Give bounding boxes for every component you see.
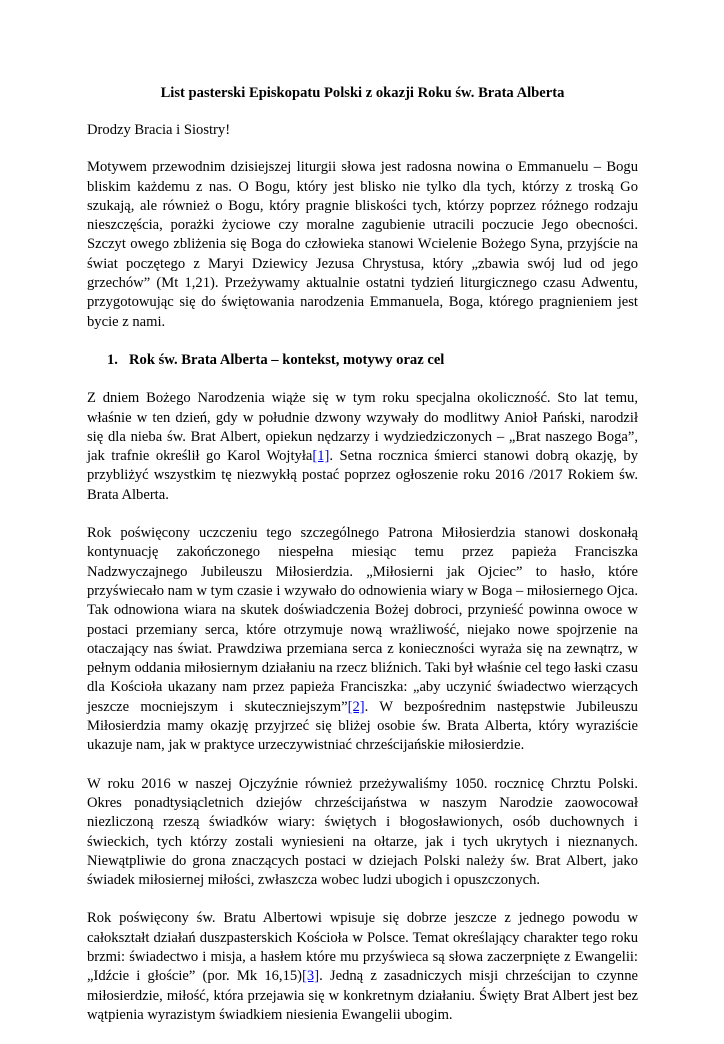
greeting: Drodzy Bracia i Siostry! [87,122,231,138]
section-title: Rok św. Brata Alberta – kontekst, motywy oraz cel [129,351,445,368]
document-title: List pasterski Episkopatu Polski z okazji Roku św. Brata Alberta [160,85,565,101]
paragraph-2 [87,524,638,756]
paragraph-1 [87,389,638,505]
paragraph-2-text: Rok poświęcony uczczeniu tego szczególnego Patrona Miłosierdzia stanowi doskonałą kontynuację zakończonego niespełna miesiąc temu przez papieża Franciszka Nadzwyczajnego Jubileuszu Miłosierdzia. „Miłosierni jak Ojciec” to hasło, które przyświecało nam w tym czasie i wzywało do odnowienia wiary w Boga – miłosiernego Ojca. Tak odnowiona wiara na skutek doświadczenia Bożej dobroci, przynieść powinna owoce w postaci przemiany serca, które otrzymuje nową wrażliwość, niejako nowe spojrzenie na otaczający nas świat. Prawdziwa przemiana serca z konieczności wyraża się na zewnątrz, w pełnym oddania miłosiernym działaniu na rzecz bliźnich. Taki był właśnie cel tego łaski czasu dla Kościoła ukazany nam przez papieża Franciszka: „aby uczynić świadectwo wierzących jeszcze mocniejszym i skuteczniejszym” [87,525,638,715]
paragraph-4-text-cont: . Jedną z zasadniczych misji chrześcijan to czynne miłosierdzie, miłość, która przejawia się w konkretnym działaniu. Święty Brat Albert jest bez wątpienia wyrazistym świadkiem niesienia Ewangelii ubogim. [87,968,639,1023]
paragraph-2-text-cont: . W bezpośrednim następstwie Jubileuszu Miłosierdzia mamy okazję przyjrzeć się bliżej osobie św. Brata Alberta, który wyraziście ukazuje nam, jak w praktyce urzeczywistniać chrześcijańskie miłosierdzie. [87,698,638,754]
intro-paragraph: Motywem przewodnim dzisiejszej liturgii słowa jest radosna nowina o Emmanuelu – Bogu bliskim każdemu z nas. O Bogu, który jest blisko nie tylko dla tych, którzy z troską Go szukają, ale również o Bogu, który pragnie bliskości tych, którzy poprzez różnego rodzaju nieszczęścia, porażki życiowe czy moralne zagubienie utracili poczucie Jego obecności. Szczyt owego zbliżenia się Boga do człowieka stanowi Wcielenie Bożego Syna, przyjście na świat poczętego z Maryi Dziewicy Jezusa Chrystusa, który „zbawia swój lud od jego grzechów” (Mt 1,21). Przeżywamy aktualnie ostatni tydzień liturgicznego czasu Adwentu, przygotowując się do świętowania narodzenia Emmanuela, Boga, którego pragnieniem jest bycie z nami. [87,159,638,330]
paragraph-4-text: Rok poświęcony św. Bratu Albertowi wpisuje się dobrze jeszcze z jednego powodu w całokształt działań duszpasterskich Kościoła w Polsce. Temat określający charakter tego roku brzmi: świadectwo i misja, a hasłem które mu przyświeca są słowa zaczerpnięte z Ewangelii: „Idźcie i głoście” (por. Mk 16,15) [87,910,638,985]
paragraph-4 [87,909,638,1025]
section-number: 1. [107,351,118,368]
section-heading [87,351,638,370]
paragraph-3: W roku 2016 w naszej Ojczyźnie również przeżywaliśmy 1050. rocznicę Chrztu Polski. Okres ponadtysiącletnich dziejów chrześcijaństwa w naszym Narodzie zaowocował niezliczoną rzeszą świadków wiary: świętych i błogosławionych, osób duchownych i świeckich, tych którzy zostali wyniesieni na ołtarze, jak i tych ukrytych i nieznanych. Niewątpliwie do grona znaczących postaci w dziejach Polski należy św. Brat Albert, jako świadek miłosiernej miłości, zwłaszcza wobec ludzi ubogich i opuszczonych. [87,775,638,889]
footnote-link-1[interactable]: [1] [312,448,330,465]
footnote-link-2[interactable]: [2] [347,698,365,715]
footnote-link-3[interactable]: [3] [302,968,320,985]
document-page [87,84,638,1044]
paragraph-1-text-cont: . Setna rocznica śmierci stanowi dobrą okazję, by przybliżyć wszystkim tę niezwykłą postać poprzez ogłoszenie roku 2016 /2017 Rokiem św. Brata Alberta. [87,448,638,503]
paragraph-1-text: Z dniem Bożego Narodzenia wiąże się w tym roku specjalna okoliczność. Sto lat temu, właśnie w ten dzień, gdy w południe dzwony wzywały do modlitwy Anioł Pański, narodził się dla nieba św. Brat Albert, opiekun nędzarzy i wydziedziczonych – „Brat naszego Boga”, jak trafnie określił go Karol Wojtyła [87,390,638,465]
